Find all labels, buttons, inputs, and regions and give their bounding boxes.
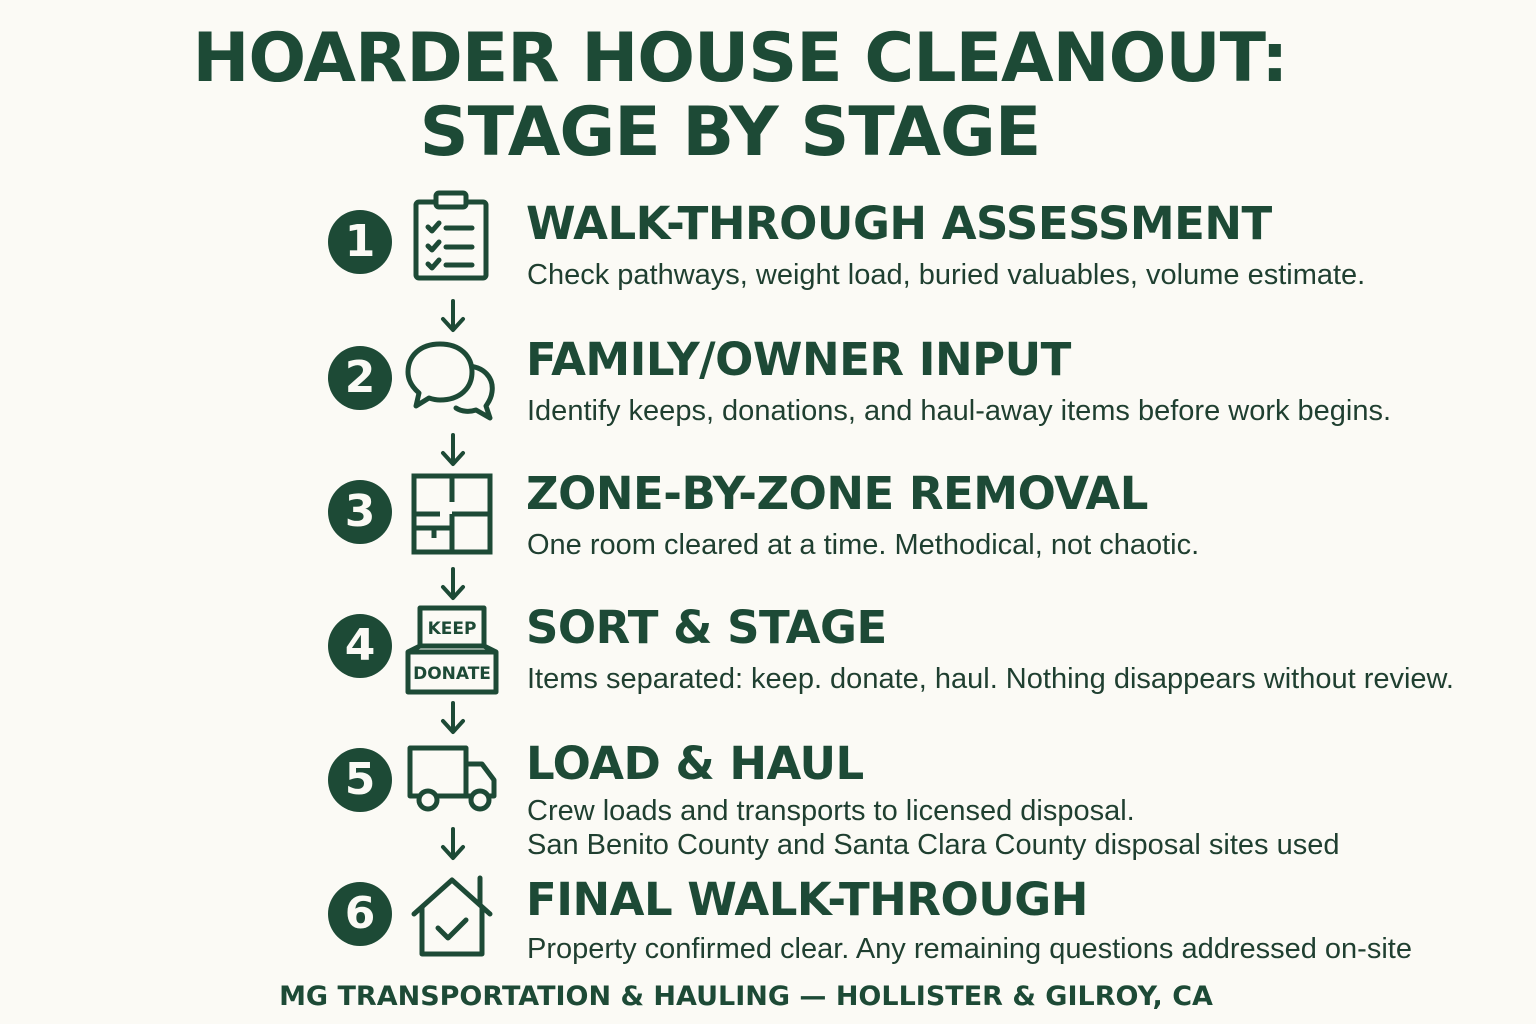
arrow-down-icon	[438, 566, 468, 602]
arrow-down-icon	[438, 298, 468, 334]
step-number-1: 1	[328, 210, 392, 274]
arrow-down-icon	[438, 826, 468, 862]
step-heading-6: FINAL WALK-THROUGH	[526, 873, 1088, 926]
step-desc-4: Items separated: keep. donate, haul. Nothing disappears without review.	[527, 663, 1454, 695]
step-2	[0, 332, 1536, 442]
step-heading-2: FAMILY/OWNER INPUT	[526, 333, 1071, 386]
house-check-icon	[404, 872, 500, 968]
title-line-2: STAGE BY STAGE	[419, 93, 1041, 172]
step-1	[0, 196, 1536, 306]
step-4	[0, 600, 1536, 710]
footer-company: MG TRANSPORTATION & HAULING — HOLLISTER & GILROY, CA	[279, 981, 1213, 1012]
step-3	[0, 466, 1536, 576]
title-line-1: HOARDER HOUSE CLEANOUT:	[192, 19, 1288, 98]
clipboard-checklist-icon	[404, 190, 500, 286]
step-heading-1: WALK-THROUGH ASSESSMENT	[526, 197, 1272, 250]
page-title	[0, 19, 1480, 172]
step-desc-5a: Crew loads and transports to licensed disposal.	[527, 795, 1135, 827]
step-desc-1: Check pathways, weight load, buried valuables, volume estimate.	[527, 259, 1366, 291]
step-number-3: 3	[328, 480, 392, 544]
arrow-down-icon	[438, 432, 468, 468]
step-heading-4: SORT & STAGE	[526, 601, 887, 654]
step-number-6: 6	[328, 882, 392, 946]
step-6	[0, 872, 1536, 982]
step-desc-2: Identify keeps, donations, and haul-away items before work begins.	[527, 395, 1392, 427]
arrow-down-icon	[438, 700, 468, 736]
step-desc-6: Property confirmed clear. Any remaining questions addressed on-site	[527, 933, 1412, 965]
chat-bubbles-icon	[404, 330, 500, 426]
step-desc-3: One room cleared at a time. Methodical, not chaotic.	[527, 529, 1200, 561]
step-heading-3: ZONE-BY-ZONE REMOVAL	[526, 467, 1148, 520]
keep-label: KEEP	[427, 619, 477, 639]
floor-plan-icon	[404, 466, 500, 562]
keep-donate-boxes-icon	[404, 602, 500, 698]
step-heading-5: LOAD & HAUL	[526, 737, 864, 790]
step-desc-5b: San Benito County and Santa Clara County disposal sites used	[527, 829, 1340, 861]
step-5	[0, 736, 1536, 861]
step-number-4: 4	[328, 614, 392, 678]
donate-label: DONATE	[413, 664, 491, 684]
truck-icon	[404, 736, 500, 832]
step-number-5: 5	[328, 748, 392, 812]
step-number-2: 2	[328, 346, 392, 410]
